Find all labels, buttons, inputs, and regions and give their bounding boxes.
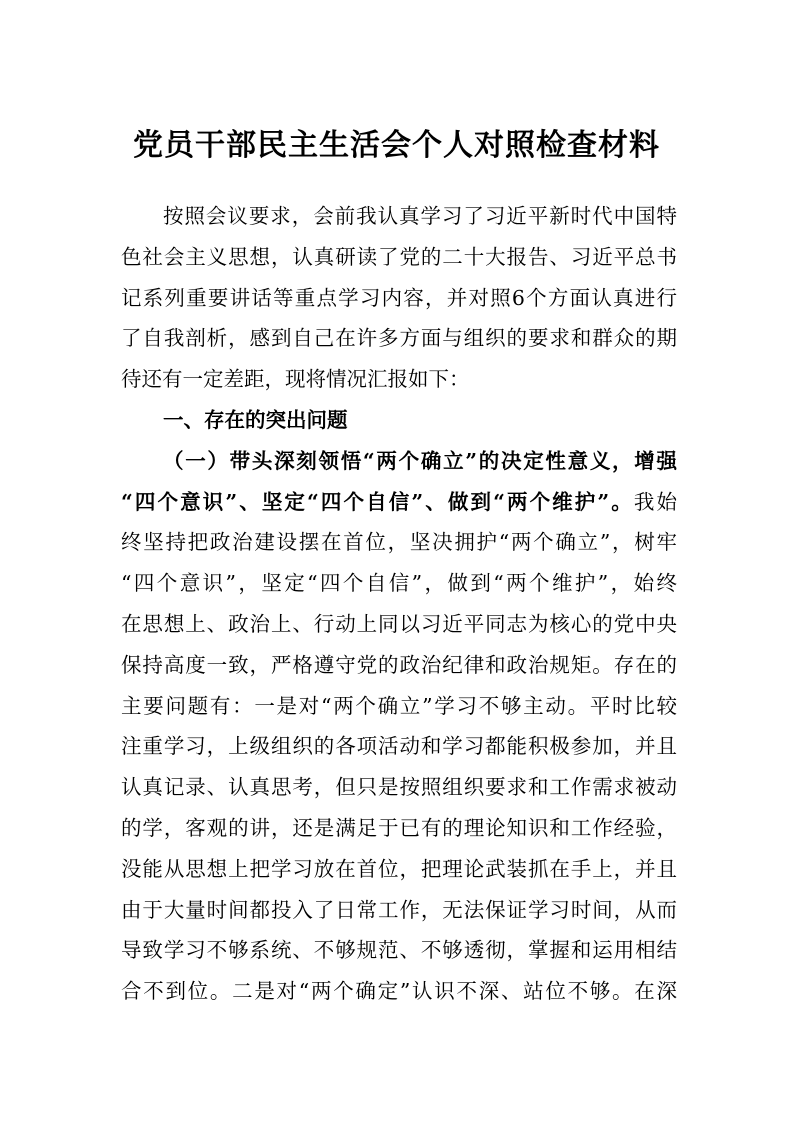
body-line: 保持高度一致，严格遵守党的政治纪律和政治规矩。存在的 <box>121 652 677 677</box>
body-line: 由于大量时间都投入了日常工作，无法保证学习时间，从而 <box>121 897 677 922</box>
body-line: 在思想上、政治上、行动上同以习近平同志为核心的党中央 <box>121 611 677 636</box>
intro-line: 色社会主义思想，认真研读了党的二十大报告、习近平总书 <box>121 244 677 269</box>
intro-line: 了自我剖析，感到自己在许多方面与组织的要求和群众的期 <box>121 326 677 351</box>
body-line: 导致学习不够系统、不够规范、不够透彻，掌握和运用相结 <box>121 938 677 963</box>
intro-line: 记系列重要讲话等重点学习内容，并对照6个方面认真进行 <box>121 285 677 310</box>
subsection-heading: （一）带头深刻领悟“两个确立”的决定性意义，增强 <box>163 448 677 473</box>
section-heading: 一、存在的突出问题 <box>163 407 348 432</box>
body-line: 主要问题有：一是对“两个确立”学习不够主动。平时比较 <box>121 693 677 718</box>
subsection-heading-continued <box>121 482 677 523</box>
body-line: “四个意识”，坚定“四个自信”，做到“两个维护”，始终 <box>121 571 677 596</box>
body-line: 终坚持把政治建设摆在首位，坚决拥护“两个确立”，树牢 <box>121 530 677 555</box>
intro-line: 按照会议要求，会前我认真学习了习近平新时代中国特 <box>163 204 677 228</box>
document-body <box>121 196 677 1012</box>
document-title: 党员干部民主生活会个人对照检查材料 <box>133 128 660 163</box>
intro-line: 待还有一定差距，现将情况汇报如下： <box>121 367 470 392</box>
body-line: 合不到位。二是对“两个确定”认识不深、站位不够。在深 <box>121 979 677 1004</box>
body-text-start: 我始 <box>633 489 678 514</box>
subsection-heading-bold: “四个意识”、坚定“四个自信”、做到“两个维护”。 <box>121 489 634 514</box>
body-line: 注重学习，上级组织的各项活动和学习都能积极参加，并且 <box>121 734 677 759</box>
body-line: 没能从思想上把学习放在首位，把理论武装抓在手上，并且 <box>121 856 677 881</box>
body-line: 的学，客观的讲，还是满足于已有的理论知识和工作经验， <box>121 815 677 840</box>
body-line: 认真记录、认真思考，但只是按照组织要求和工作需求被动 <box>121 775 677 800</box>
